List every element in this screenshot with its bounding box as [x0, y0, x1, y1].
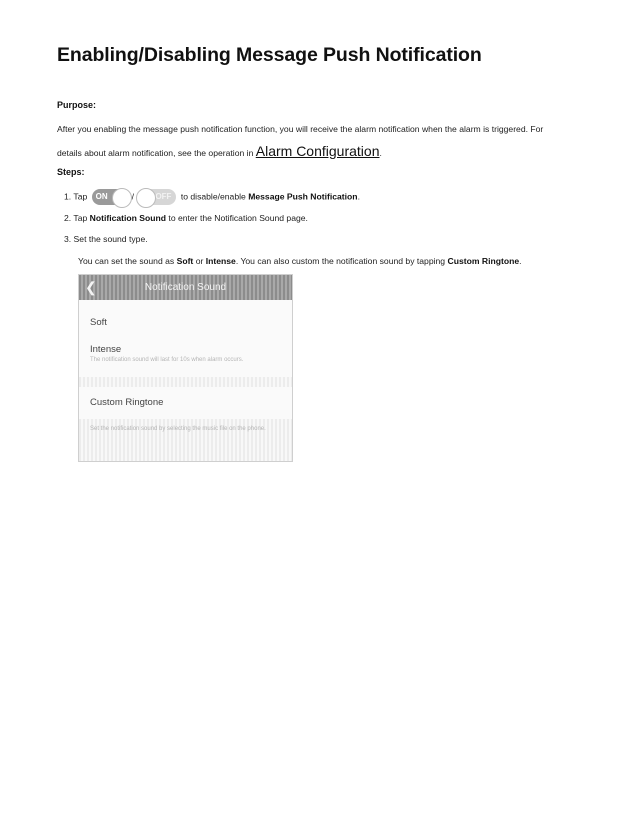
sub-custom: Custom Ringtone: [447, 256, 520, 266]
step1-mid: to disable/enable: [178, 191, 249, 202]
option-custom-desc: Set the notification sound by selecting the music file on the phone.: [90, 426, 266, 432]
step3-description: [78, 256, 521, 266]
sub-intense: Intense: [205, 256, 236, 266]
sub-end: .: [519, 256, 522, 266]
toggle-off-label: OFF: [155, 192, 172, 201]
purpose-paragraph-line1: After you enabling the message push notification function, you will receive the alarm notification when the alarm is triggered. For: [57, 124, 544, 134]
phone-header: [79, 275, 292, 300]
purpose-paragraph-line2: [57, 143, 382, 159]
toggle-on-icon: [92, 189, 130, 205]
step2-prefix: 2. Tap: [64, 213, 90, 223]
purpose-label: Purpose:: [57, 100, 97, 110]
step2-suffix: to enter the Notification Sound page.: [166, 213, 308, 223]
toggle-separator: /: [131, 191, 135, 202]
step-2: [64, 213, 308, 223]
divider-band: [79, 377, 292, 387]
option-soft[interactable]: Soft: [90, 317, 107, 328]
toggle-knob: [136, 188, 156, 208]
toggle-on-label: ON: [95, 192, 108, 201]
chevron-left-icon[interactable]: ❮: [85, 279, 97, 295]
alarm-configuration-link[interactable]: Alarm Configuration: [255, 143, 380, 159]
page-title: Enabling/Disabling Message Push Notification: [57, 44, 482, 66]
step1-bold: Message Push Notification: [248, 191, 358, 202]
step-1: [64, 189, 360, 205]
steps-label: Steps:: [57, 167, 85, 177]
option-custom-ringtone[interactable]: Custom Ringtone: [90, 397, 164, 408]
phone-title: Notification Sound: [144, 282, 227, 293]
purpose-line2-prefix: details about alarm notification, see the operation in: [57, 148, 256, 158]
step-3: 3. Set the sound type.: [64, 234, 148, 244]
step1-prefix: 1. Tap: [64, 191, 88, 202]
purpose-line2-suffix: .: [379, 148, 382, 158]
sub-or: or: [193, 256, 206, 266]
option-intense-desc: The notification sound will last for 10s when alarm occurs.: [90, 357, 244, 363]
notification-sound-screenshot: [78, 274, 293, 462]
sub-prefix: You can set the sound as: [78, 256, 177, 266]
step1-end: .: [357, 191, 360, 202]
option-intense[interactable]: Intense: [90, 344, 122, 355]
sub-soft: Soft: [176, 256, 194, 266]
step2-bold: Notification Sound: [89, 213, 167, 223]
toggle-knob: [112, 188, 135, 208]
sub-mid: . You can also custom the notification sound by tapping: [235, 256, 448, 266]
toggle-off-icon: [138, 189, 176, 205]
